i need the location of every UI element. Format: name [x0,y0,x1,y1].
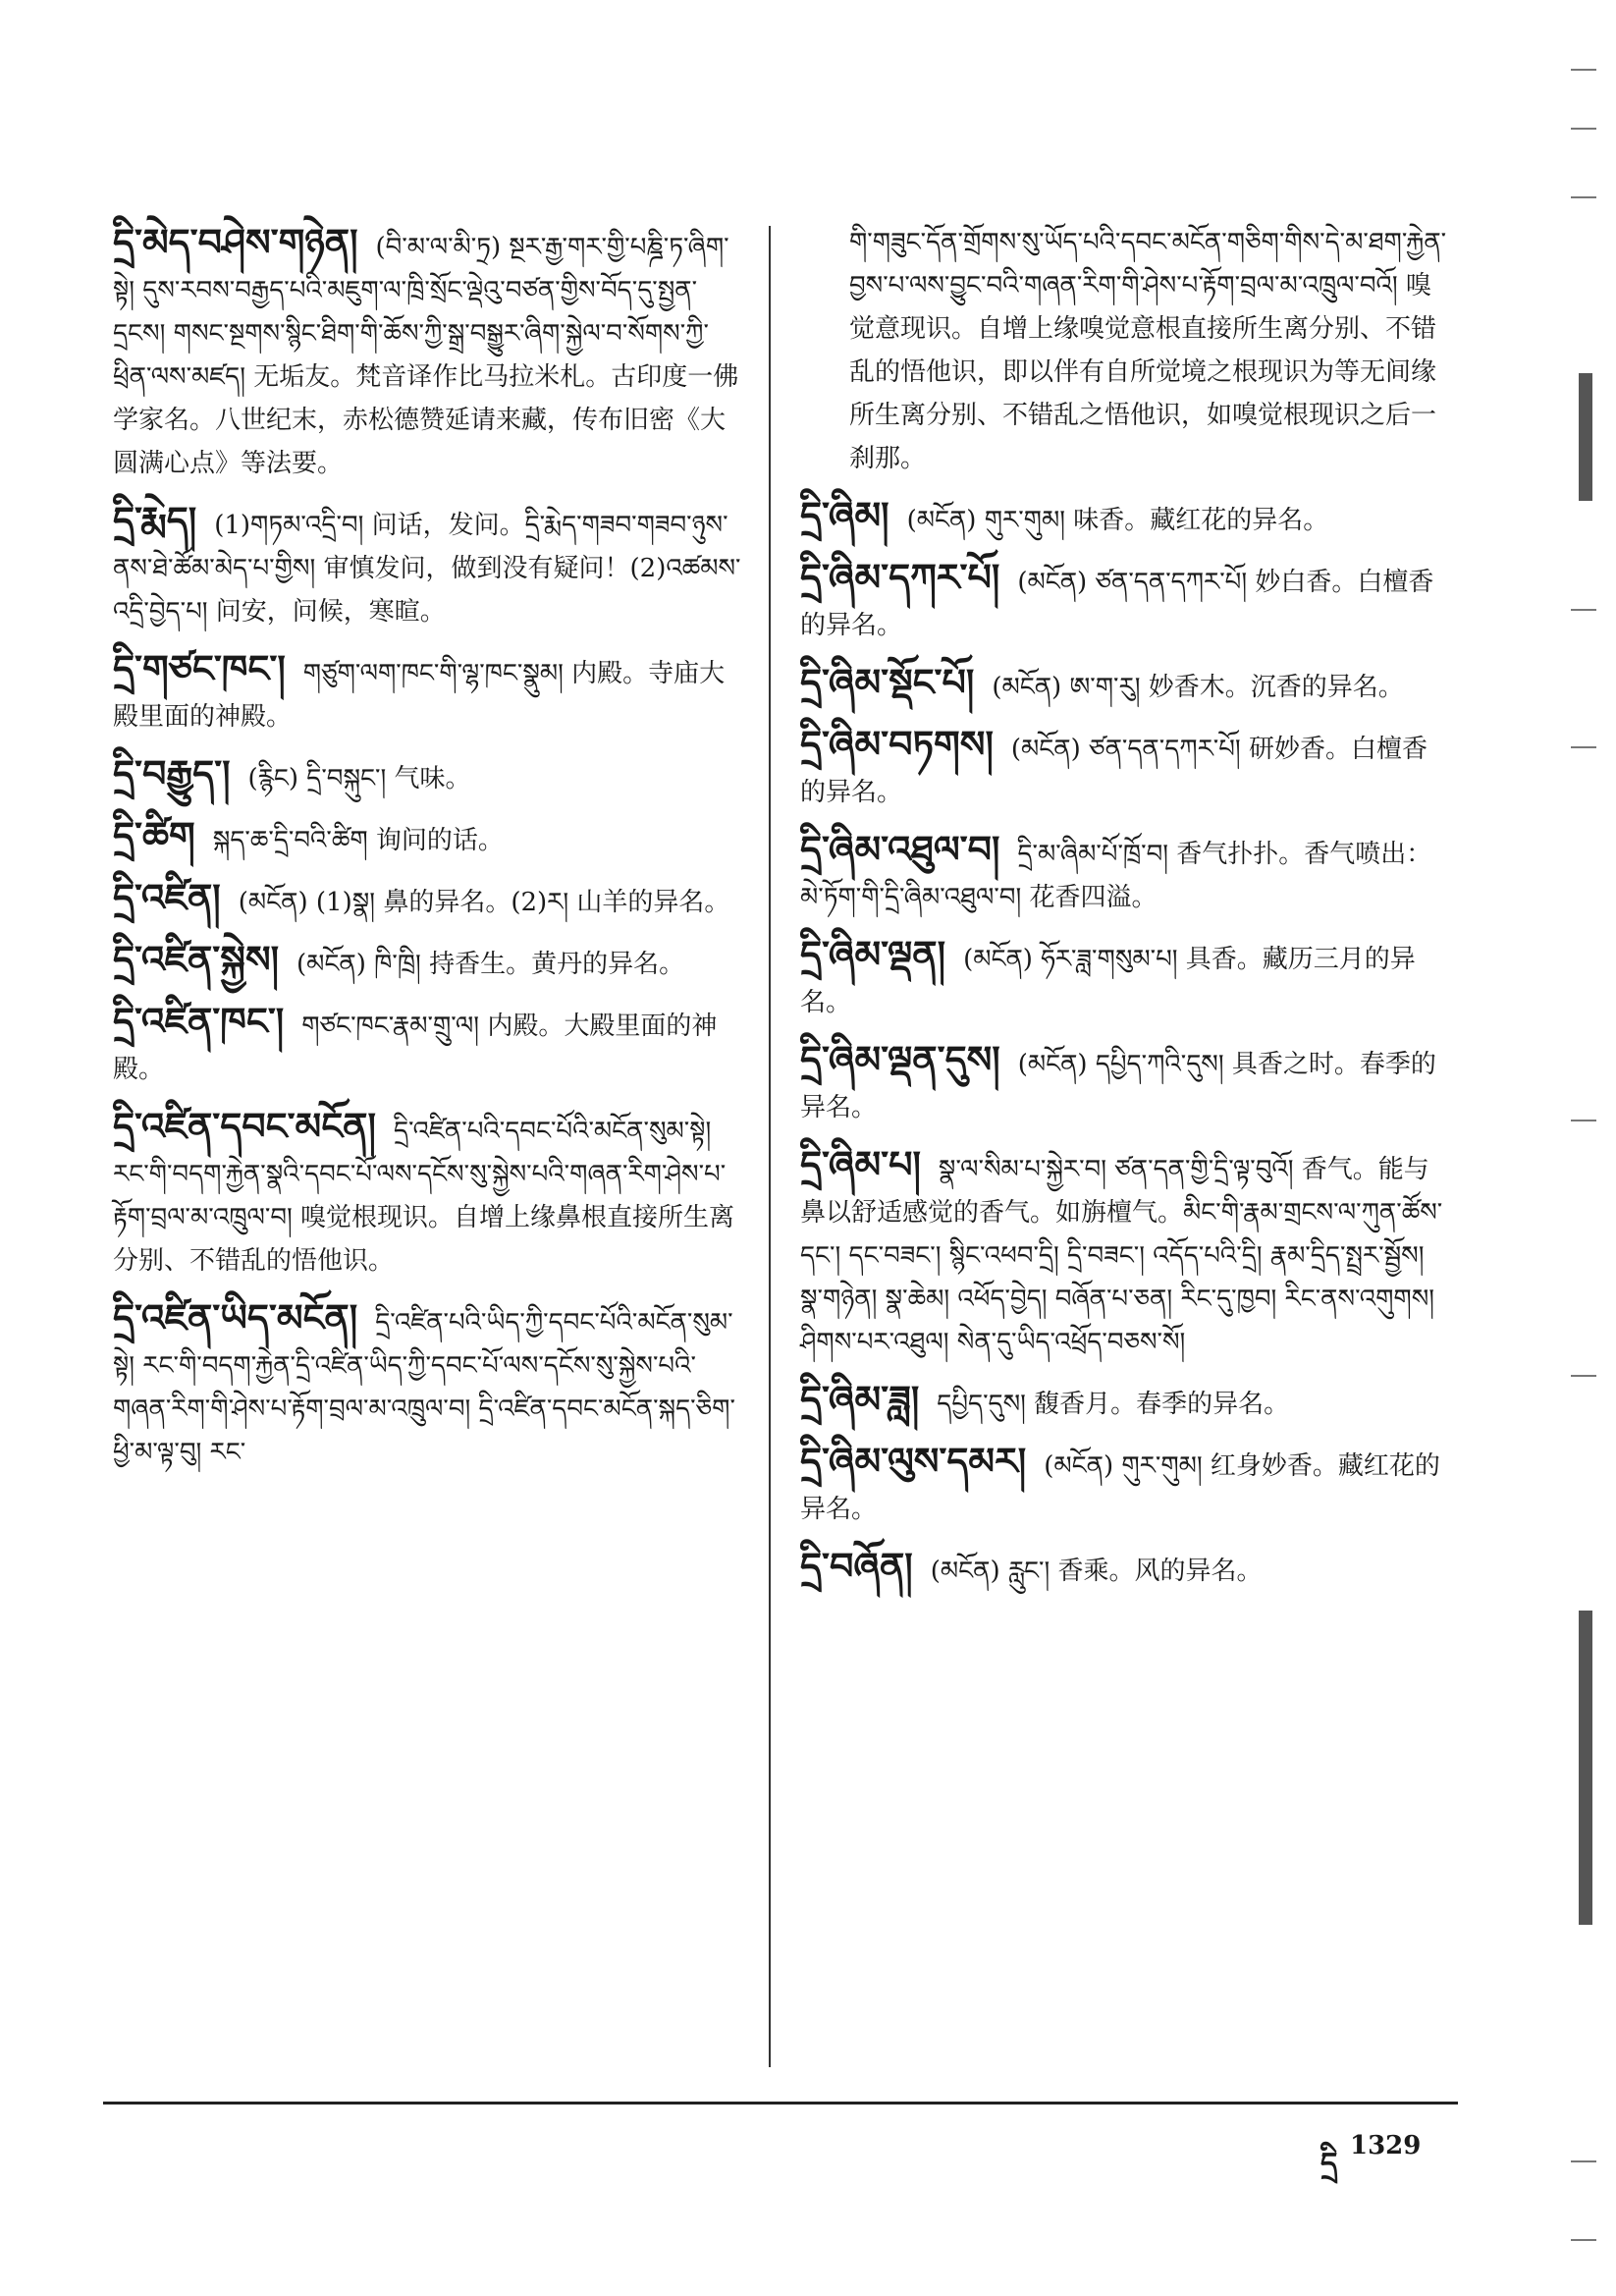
definition: (མངོན) ཙན་དན་དཀར་པོ། 妙白香。白檀香的异名。 [800,568,1434,640]
dictionary-entry [113,647,741,738]
definition: གཙང་ཁང་རྣམ་གྲུ་ལ། 内殿。大殿里面的神殿。 [113,1011,718,1084]
dictionary-entry [800,828,1448,919]
headword: དྲི་ཞིམ། [800,494,889,537]
definition: (བི་མ་ལ་མི་ཏྲ) སྔར་རྒྱ་གར་གྱི་པཎྜི་ཏ་ཞིག་སྟེ། དུས་རབས་བརྒྱད་པའི་མཇུག་ལ་ཁྲི་སྲོང་ལྡེའུ་བཙན་གྱིས་བོད་དུ་སྤྱན་དྲངས། གསང་སྔགས་སྙིང་ཐིག་གི་ཆོས་ཀྱི་སྒྲ་བསྒྱུར་ཞིག་སྐྱེལ་བ་སོགས་ཀྱི་ཕྲིན་ལས་མཛད། 无垢友。梵音译作比马拉米札。古印度一佛学家名。八世纪末，赤松德赞延请来藏，传布旧密《大圆满心点》等法要。 [113,233,739,478]
entry-continuation [800,221,1448,480]
definition: དྲི་འཛིན་པའི་དབང་པོའི་མངོན་སུམ་སྟེ། རང་གི་བདག་རྐྱེན་སྣའི་དབང་པོ་ལས་དངོས་སུ་སྐྱེས་པའི་གཞན་རིག་ཤེས་པ་རྟོག་བྲལ་མ་འཁྲུལ་བ། 嗅觉根现识。自增上缘鼻根直接所生离分别、不错乱的悟他识。 [113,1117,735,1276]
definition: གཙུག་ལག་ཁང་གི་ལྷ་ཁང་སྣུམ། 内殿。寺庙大殿里面的神殿。 [113,659,726,732]
page-number: 1329 [1350,2131,1422,2160]
headword: དྲི་ཞིམ་ལྡན། [800,933,946,976]
definition: དྲི་མ་ཞིམ་པོ་ཁྲོ་བ། 香气扑扑。香气喷出：མེ་ཏོག་གི་དྲི་ཞིམ་འཐུལ་བ། 花香四溢。 [800,840,1432,912]
definition: དྲི་འཛིན་པའི་ཡིད་ཀྱི་དབང་པོའི་མངོན་སུམ་སྟེ། རང་གི་བདག་རྐྱེན་དྲི་འཛིན་ཡིད་ཀྱི་དབང་པོ་ལས་དངོས་སུ་སྐྱེས་པའི་གཞན་རིག་གི་ཤེས་པ་རྟོག་བྲལ་མ་འཁྲུལ་བ། དྲི་འཛིན་དབང་མངོན་སྐད་ཅིག་ཕྱི་མ་ལྟ་བུ། རང་ [113,1308,735,1467]
dictionary-entry [800,1143,1448,1364]
definition: (མངོན) (1)སྣ། 鼻的异名。(2)ར། 山羊的异名。 [238,888,730,917]
headword: དྲི་རྨེད། [113,499,197,542]
definition: (མངོན) ཧོར་ཟླ་གསུམ་པ། 具香。藏历三月的异名。 [800,945,1416,1017]
definition: (མངོན) རླུང་། 香乘。风的异名。 [930,1557,1263,1586]
dictionary-entry [113,752,741,800]
headword: དྲི་བཞོན། [800,1545,913,1588]
dictionary-entry [113,1105,741,1283]
right-column [800,221,1448,1607]
headword: དྲི་ཞིམ་དཀར་པོ། [800,556,1000,599]
dictionary-entry [800,1378,1448,1426]
definition: སྐད་ཆ་དྲི་བའི་ཚིག 询问的话。 [212,826,504,855]
definition: (མངོན) གུར་གུམ། 味香。藏红花的异名。 [906,506,1329,535]
headword: དྲི་འཛིན་སྐྱེས། [113,938,280,981]
dictionary-entry [800,494,1448,542]
headword: དྲི་ཞིམ་ལུས་དམར། [800,1440,1027,1483]
definition: (མངོན) གུར་གུམ། 红身妙香。藏红花的异名。 [800,1451,1440,1524]
dictionary-entry [800,556,1448,647]
definition: (རྙིང) དྲི་བསྐུང་། 气味。 [247,764,471,793]
dictionary-entry [800,1440,1448,1531]
dictionary-entry [113,814,741,862]
definition: (མངོན) ཁི་ཁྲི། 持香生。黄丹的异名。 [296,950,685,979]
dictionary-entry [113,1000,741,1091]
headword: དྲི་འཛིན། [113,876,221,919]
headword: དྲི་ཚིག [113,814,195,857]
dictionary-entry [800,723,1448,814]
headword: དྲི་འཛིན་དབང་མངོན། [113,1105,376,1148]
column-divider [769,226,771,2067]
headword: དྲི་ཞིམ་པ། [800,1143,921,1186]
definition: (མངོན) དཔྱིད་ཀའི་དུས། 具香之时。春季的异名。 [800,1050,1436,1122]
headword: དྲི་གཙང་ཁང་། [113,647,286,690]
dictionary-entry [800,1545,1448,1593]
dictionary-entry [800,933,1448,1024]
headword: དྲི་ཞིམ་འཐུལ་བ། [800,828,1000,871]
definition: དཔྱིད་དུས། 馥香月。春季的异名。 [937,1390,1290,1419]
definition: (མངོན) ཙན་དན་དཀར་པོ། 研妙香。白檀香的异名。 [800,735,1427,807]
running-letter: དྲི [1320,2147,1338,2181]
dictionary-entry [113,221,741,485]
dictionary-entry [113,1296,741,1474]
scan-edge-marks [1571,0,1598,2296]
headword: དྲི་འཛིན་ཡིད་མངོན། [113,1296,358,1339]
definition: (མངོན) ཨ་ག་རུ། 妙香木。沉香的异名。 [992,673,1404,702]
definition: གི་གཟུང་དོན་གྲོགས་སུ་ཡོད་པའི་དབང་མངོན་གཅིག་གིས་དེ་མ་ཐག་རྐྱེན་བྱས་པ་ལས་བྱུང་བའི་གཞན་རིག་གི་ཤེས་པ་རྟོག་བྲལ་མ་འཁྲུལ་བའོ། 嗅觉意现识。自增上缘嗅觉意根直接所生离分别、不错乱的悟他识，即以伴有自所觉境之根现识为等无间缘所生离分别、不错乱之悟他识，如嗅觉根现识之后一刹那。 [849,228,1447,473]
headword: དྲི་མེད་བཤེས་གཉེན། [113,221,358,264]
dictionary-entry [800,1038,1448,1129]
dictionary-entry [113,876,741,924]
headword: དྲི་ཞིམ་བཏགས། [800,723,994,766]
dictionary-entry [113,499,741,633]
footer-rule [103,2102,1458,2105]
headword: དྲི་འཛིན་ཁང་། [113,1000,285,1043]
left-column [113,221,741,1488]
headword: དྲི་ཞིམ་སྡོང་པོ། [800,661,975,704]
headword: དྲི་བརྒྱུད་། [113,752,231,795]
definition: (1)གཏམ་འདྲི་བ། 问话，发问。དྲི་རྨེད་གཟབ་གཟབ་ཉུས་ནས་ཐེ་ཚོམ་མེད་པ་གྱིས། 审慎发问，做到没有疑问！(2)འཚམས་འདྲི་བྱེད་པ། 问安，问候，寒暄。 [113,511,741,627]
headword: དྲི་ཞིམ་ལྡན་དུས། [800,1038,1000,1081]
definition: སྣ་ལ་སིམ་པ་སྐྱེར་བ། ཙན་དན་གྱི་དྲི་ལྟ་བུའོ། 香气。能与鼻以舒适感觉的香气。如旃檀气。མིང་གི་རྣམ་གྲངས་ལ་ཀུན་ཚོས་དང་། དང་བཟང་། སྙིང་འཕབ་དྲི། དྲི་བཟང་། འདོད་པའི་དྲི། རྣམ་དྲིད་སྤྲར་སྦྱོས། སྣ་གཉེན། སྣ་ཆེམ། འཕོད་བྱེད། བཞོན་པ་ཅན། རིང་དུ་ཁྱབ། རིང་ནས་འགུགས། ཤིགས་པར་འཐུལ། སེན་དུ་ཡིད་འཕྲོད་བཅས་སོ། [800,1155,1443,1357]
dictionary-entry [800,661,1448,709]
headword: དྲི་ཞིམ་ཟླ། [800,1378,920,1421]
dictionary-entry [113,938,741,986]
